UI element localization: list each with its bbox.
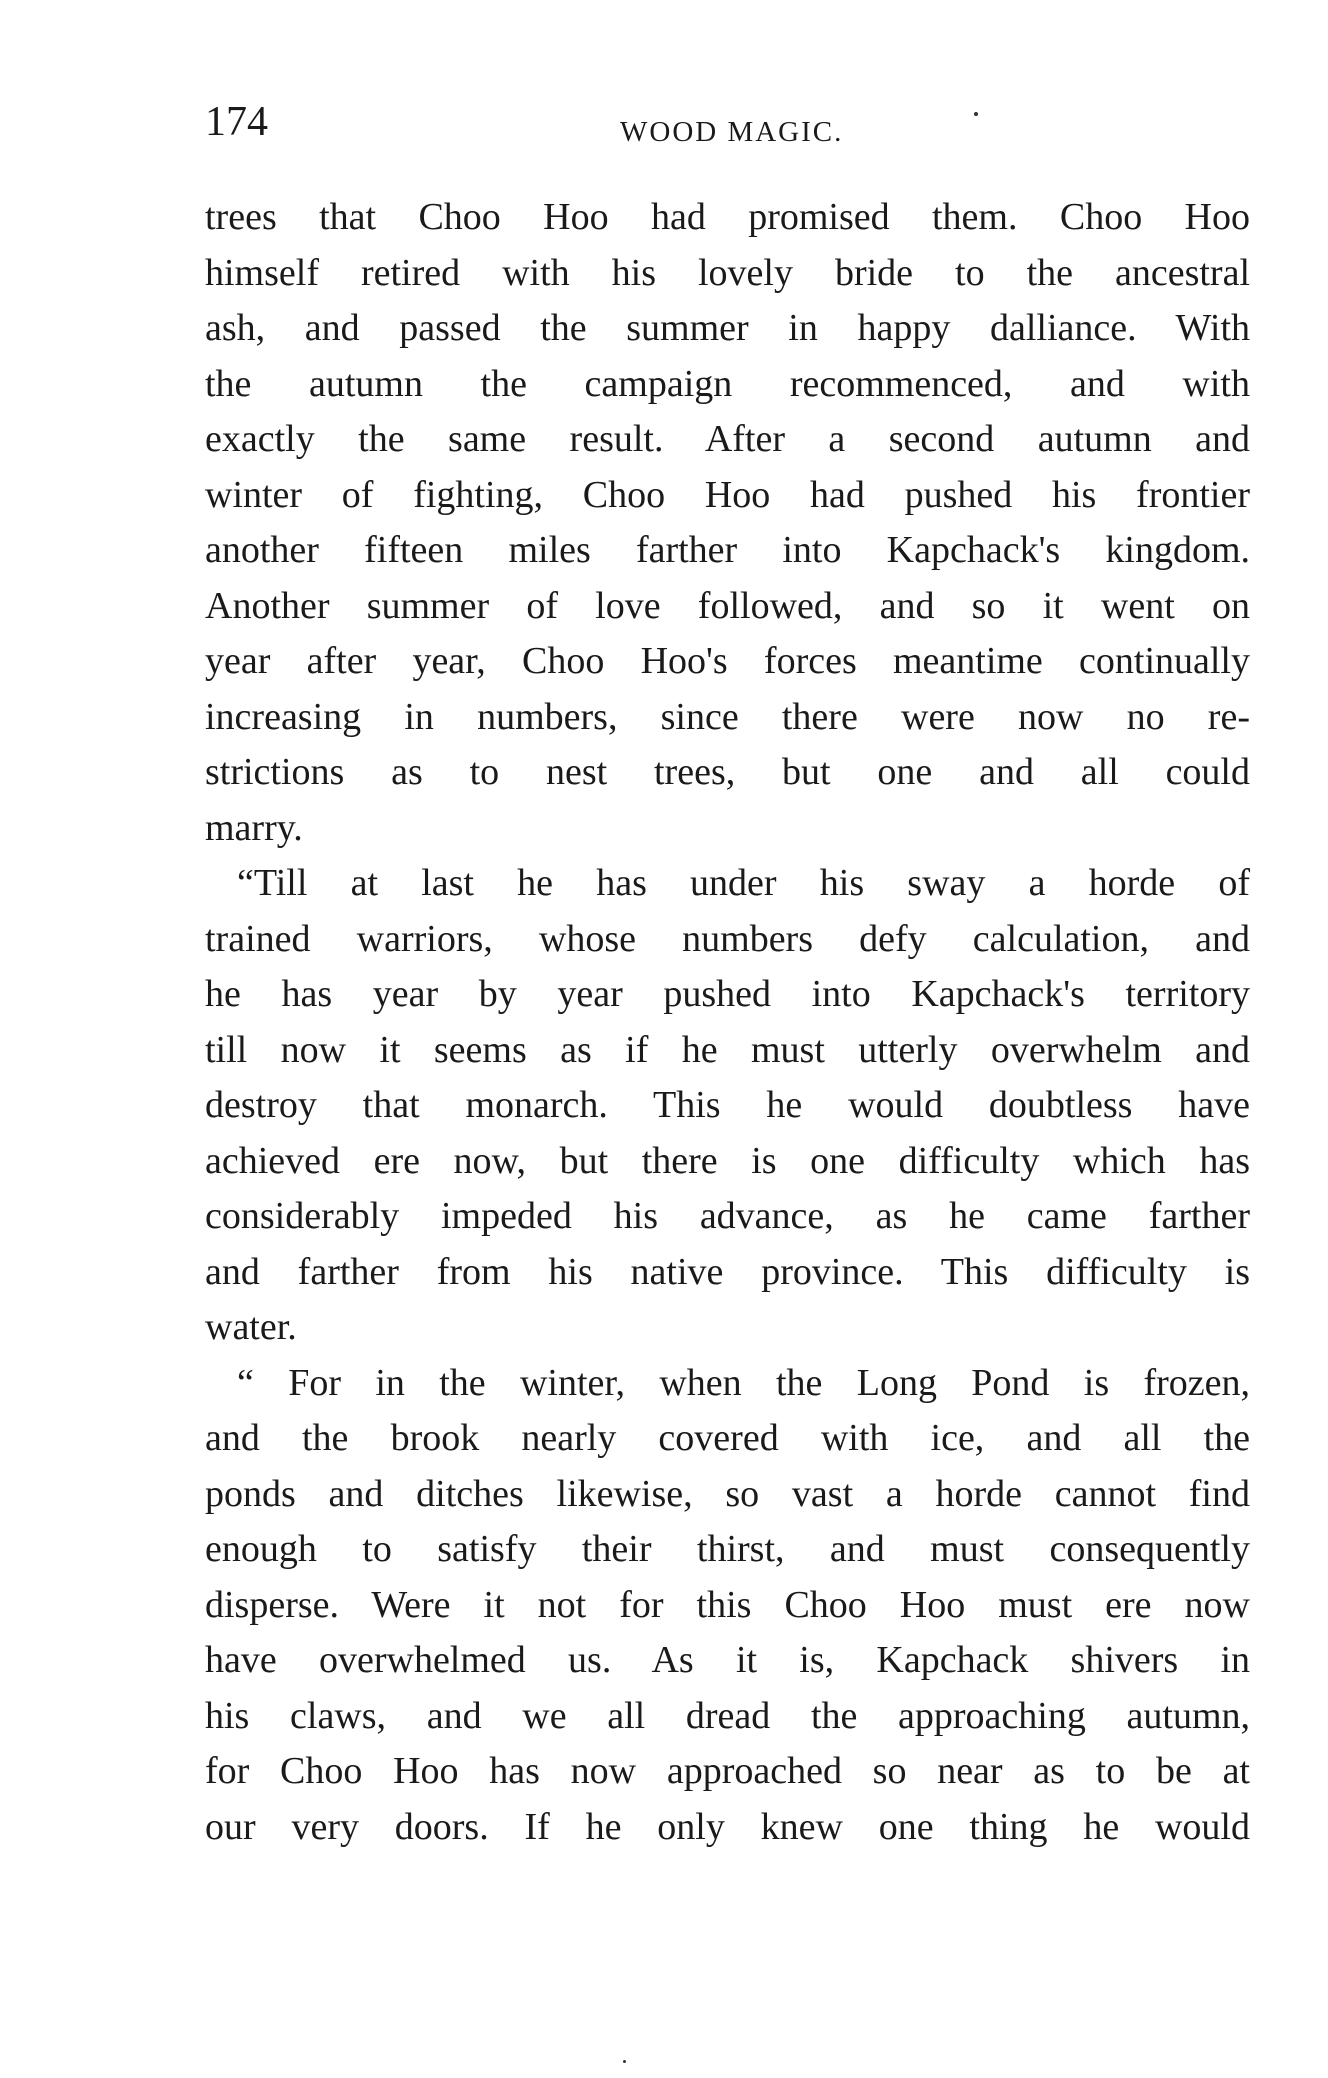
text-line: his claws, and we all dread the approaching autumn, bbox=[205, 1694, 1250, 1737]
text-line: considerably impeded his advance, as he came farther bbox=[205, 1195, 1250, 1237]
text-line: ash, and passed the summer in happy dalliance. With bbox=[205, 307, 1250, 349]
page-number: 174 bbox=[205, 99, 268, 145]
text-line: enough to satisfy their thirst, and must consequently bbox=[205, 1528, 1250, 1570]
text-line: year after year, Choo Hoo's forces meantime continually bbox=[205, 640, 1250, 682]
text-line: and the brook nearly covered with ice, and all the bbox=[205, 1417, 1250, 1459]
text-line: winter of fighting, Choo Hoo had pushed his frontier bbox=[205, 473, 1250, 516]
text-line: ponds and ditches likewise, so vast a horde cannot find bbox=[205, 1472, 1250, 1515]
print-speck bbox=[623, 2060, 626, 2063]
paragraph-end-line: marry. bbox=[205, 806, 303, 849]
text-line: have overwhelmed us. As it is, Kapchack shivers in bbox=[205, 1639, 1250, 1681]
text-line: till now it seems as if he must utterly overwhelm and bbox=[205, 1028, 1250, 1071]
running-title: WOOD MAGIC. bbox=[620, 116, 844, 148]
text-line: destroy that monarch. This he would doubtless have bbox=[205, 1084, 1250, 1126]
paragraph-end-line: water. bbox=[205, 1306, 297, 1348]
text-line: increasing in numbers, since there were now no re- bbox=[205, 695, 1250, 738]
text-line: another fifteen miles farther into Kapchack's kingdom. bbox=[205, 529, 1250, 571]
text-line: the autumn the campaign recommenced, and with bbox=[205, 362, 1250, 405]
text-line: trees that Choo Hoo had promised them. Choo Hoo bbox=[205, 196, 1250, 238]
text-line: for Choo Hoo has now approached so near as to be at bbox=[205, 1750, 1250, 1792]
text-line: exactly the same result. After a second autumn and bbox=[205, 418, 1250, 460]
text-line: achieved ere now, but there is one difficulty which has bbox=[205, 1139, 1250, 1182]
text-line: himself retired with his lovely bride to the ancestral bbox=[205, 251, 1250, 294]
paragraph-start-line: “Till at last he has under his sway a horde of bbox=[237, 862, 1250, 904]
text-line: strictions as to nest trees, but one and all could bbox=[205, 751, 1250, 793]
body-text bbox=[205, 190, 1250, 1855]
text-line: he has year by year pushed into Kapchack's territory bbox=[205, 973, 1250, 1015]
text-line: Another summer of love followed, and so it went on bbox=[205, 584, 1250, 627]
text-line: and farther from his native province. This difficulty is bbox=[205, 1250, 1250, 1293]
text-line: our very doors. If he only knew one thing he would bbox=[205, 1805, 1250, 1848]
print-speck bbox=[974, 112, 978, 116]
text-line: disperse. Were it not for this Choo Hoo must ere now bbox=[205, 1583, 1250, 1626]
paragraph-start-line: “ For in the winter, when the Long Pond is frozen, bbox=[237, 1361, 1250, 1404]
text-line: trained warriors, whose numbers defy calculation, and bbox=[205, 917, 1250, 960]
